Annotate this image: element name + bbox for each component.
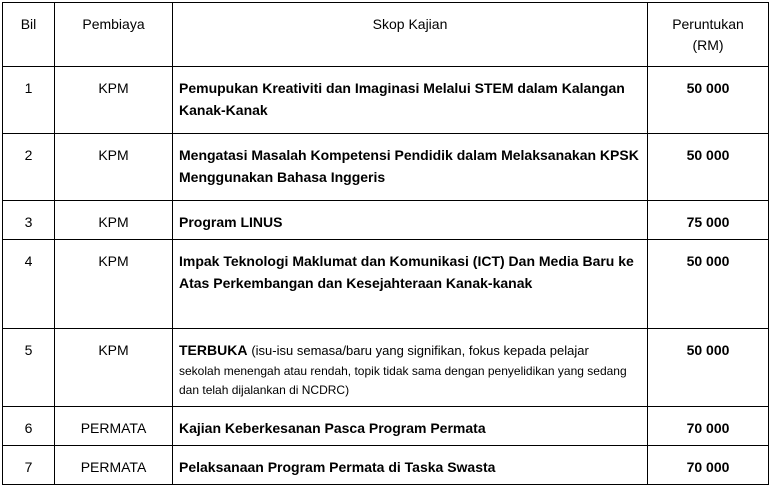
- cell-scope: [173, 329, 648, 407]
- cell-bil: 7: [3, 446, 55, 485]
- cell-scope: Kajian Keberkesanan Pasca Program Permata: [173, 407, 648, 446]
- cell-scope: Pemupukan Kreativiti dan Imaginasi Melalui STEM dalam Kalangan Kanak-Kanak: [173, 67, 648, 134]
- header-amount-unit: (RM): [692, 37, 724, 53]
- cell-funder: PERMATA: [55, 446, 173, 485]
- scope-open-title: TERBUKA: [179, 342, 248, 358]
- cell-scope: Mengatasi Masalah Kompetensi Pendidik dalam Melaksanakan KPSK Menggunakan Bahasa Inggeris: [173, 134, 648, 201]
- table-row: [3, 67, 769, 134]
- header-bil: [3, 3, 55, 67]
- header-bil-label: Bil: [20, 16, 37, 32]
- cell-bil: 3: [3, 201, 55, 240]
- cell-amount: 50 000: [648, 67, 769, 134]
- cell-funder: KPM: [55, 240, 173, 329]
- cell-funder: KPM: [55, 201, 173, 240]
- table-row: [3, 240, 769, 329]
- scope-open-note-start: (isu-isu semasa/baru yang signifikan, fokus kepada pelajar: [251, 343, 589, 358]
- research-scope-table-container: [2, 2, 769, 485]
- table-row: [3, 407, 769, 446]
- cell-funder: KPM: [55, 67, 173, 134]
- cell-scope: Pelaksanaan Program Permata di Taska Swasta: [173, 446, 648, 485]
- cell-bil: 6: [3, 407, 55, 446]
- header-scope: [173, 3, 648, 67]
- header-funder: [55, 3, 173, 67]
- table-row: [3, 329, 769, 407]
- cell-amount: 50 000: [648, 240, 769, 329]
- cell-bil: 2: [3, 134, 55, 201]
- header-amount: [648, 3, 769, 67]
- header-amount-label: Peruntukan: [672, 16, 744, 32]
- scope-open-note-rest: sekolah menengah atau rendah, topik tidak sama dengan penyelidikan yang sedang dan telah dijalankan di NCDRC): [179, 364, 627, 397]
- header-scope-label: Skop Kajian: [372, 16, 448, 32]
- cell-amount: 70 000: [648, 407, 769, 446]
- cell-bil: 4: [3, 240, 55, 329]
- cell-amount: 50 000: [648, 329, 769, 407]
- cell-bil: 1: [3, 67, 55, 134]
- table-row: [3, 134, 769, 201]
- table-row: [3, 201, 769, 240]
- cell-amount: 50 000: [648, 134, 769, 201]
- cell-amount: 70 000: [648, 446, 769, 485]
- cell-scope: Program LINUS: [173, 201, 648, 240]
- cell-scope: Impak Teknologi Maklumat dan Komunikasi (ICT) Dan Media Baru ke Atas Perkembangan dan Kesejahteraan Kanak-kanak: [173, 240, 648, 329]
- research-scope-table: [2, 2, 769, 485]
- cell-bil: 5: [3, 329, 55, 407]
- header-funder-label: Pembiaya: [82, 16, 145, 32]
- table-header-row: [3, 3, 769, 67]
- cell-funder: KPM: [55, 329, 173, 407]
- cell-funder: PERMATA: [55, 407, 173, 446]
- cell-amount: 75 000: [648, 201, 769, 240]
- table-row: [3, 446, 769, 485]
- cell-funder: KPM: [55, 134, 173, 201]
